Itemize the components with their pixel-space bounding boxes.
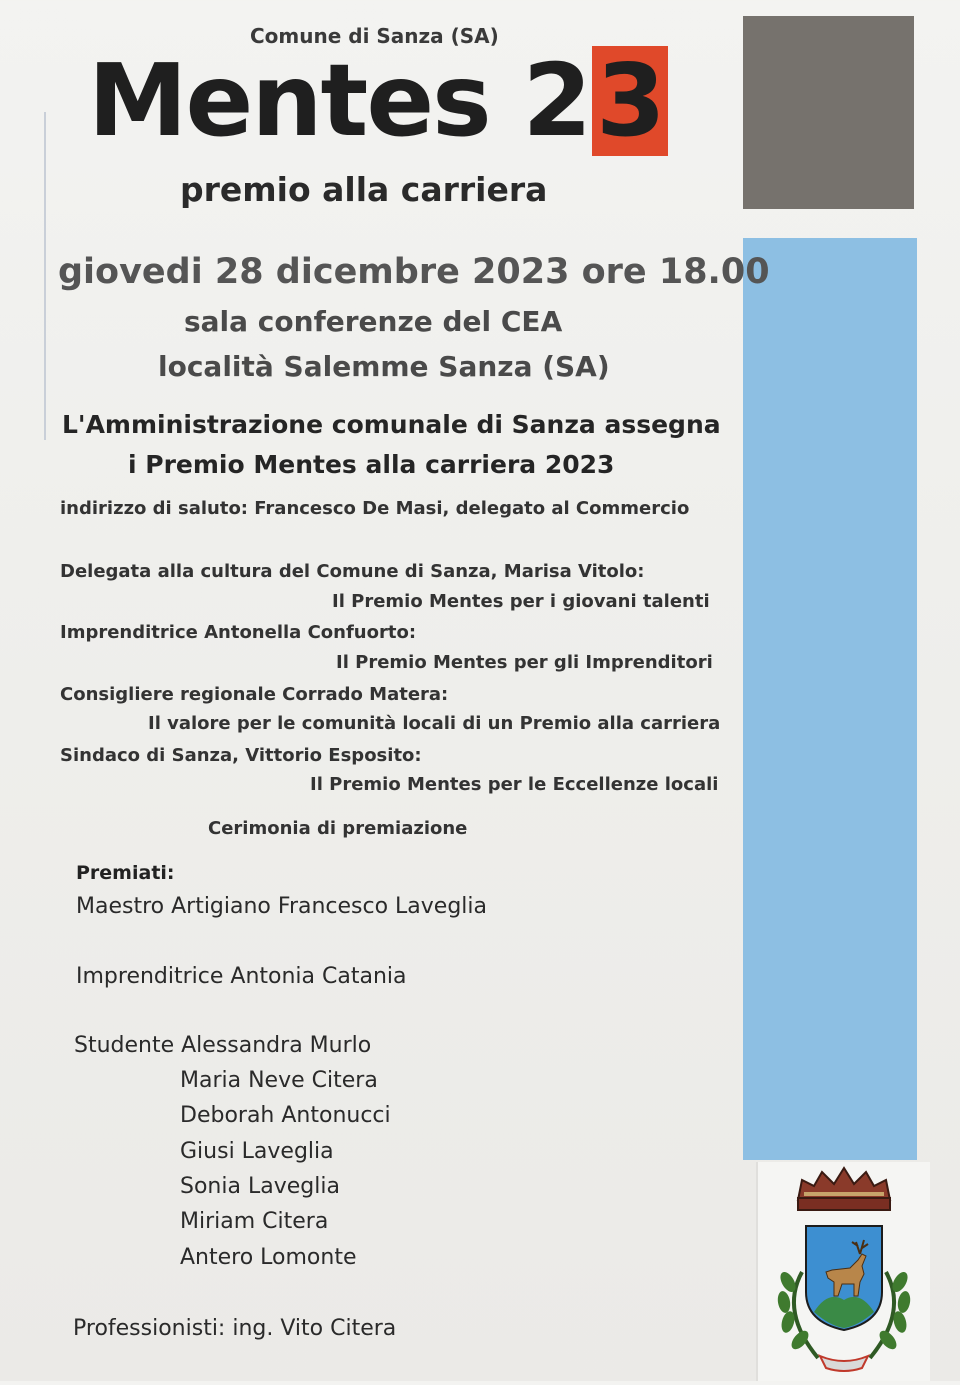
speaker-2-topic: Il Premio Mentes per gli Imprenditori [336, 652, 713, 673]
venue-line-1: sala conferenze del CEA [184, 305, 563, 338]
event-title [88, 42, 668, 159]
intro-line-1: L'Amministrazione comunale di Sanza assegna [62, 410, 721, 439]
speaker-1-topic: Il Premio Mentes per i giovani talenti [332, 591, 710, 612]
crest-icon [758, 1162, 930, 1381]
title-text: Mentes 2 [88, 42, 591, 159]
awardee-student: Sonia Laveglia [180, 1174, 340, 1199]
awardee-student: Deborah Antonucci [180, 1103, 391, 1128]
event-subtitle: premio alla carriera [180, 170, 548, 209]
awardee-student: Maria Neve Citera [180, 1068, 378, 1093]
awardee-student: Giusi Laveglia [180, 1139, 334, 1164]
intro-line-2: i Premio Mentes alla carriera 2023 [128, 450, 615, 479]
speaker-4-topic: Il Premio Mentes per le Eccellenze locali [310, 774, 719, 795]
awardee-student-first: Studente Alessandra Murlo [74, 1033, 372, 1058]
grey-block [743, 16, 914, 209]
title-highlight-digit: 3 [592, 46, 668, 156]
speaker-3-topic: Il valore per le comunità locali di un Premio alla carriera [148, 713, 721, 734]
blue-bar [743, 238, 917, 1160]
awardee-entrepreneur: Imprenditrice Antonia Catania [76, 964, 407, 989]
awardee-artisan: Maestro Artigiano Francesco Laveglia [76, 894, 488, 919]
awardee-student: Miriam Citera [180, 1209, 329, 1234]
event-date: giovedi 28 dicembre 2023 ore 18.00 [58, 252, 770, 292]
municipality-label: Comune di Sanza (SA) [250, 24, 499, 48]
greeting-line: indirizzo di saluto: Francesco De Masi, delegato al Commercio [60, 498, 690, 519]
ceremony-label: Cerimonia di premiazione [208, 818, 468, 839]
margin-line [44, 112, 46, 440]
coat-of-arms [756, 1162, 930, 1381]
awardee-student: Antero Lomonte [180, 1245, 357, 1270]
speaker-1: Delegata alla cultura del Comune di Sanza, Marisa Vitolo: [60, 561, 645, 582]
speaker-3: Consigliere regionale Corrado Matera: [60, 684, 449, 705]
awardees-heading: Premiati: [76, 862, 175, 884]
venue-line-2: località Salemme Sanza (SA) [158, 350, 610, 383]
speaker-4: Sindaco di Sanza, Vittorio Esposito: [60, 745, 422, 766]
speaker-2: Imprenditrice Antonella Confuorto: [60, 622, 417, 643]
awardee-professionals: Professionisti: ing. Vito Citera [73, 1316, 397, 1341]
